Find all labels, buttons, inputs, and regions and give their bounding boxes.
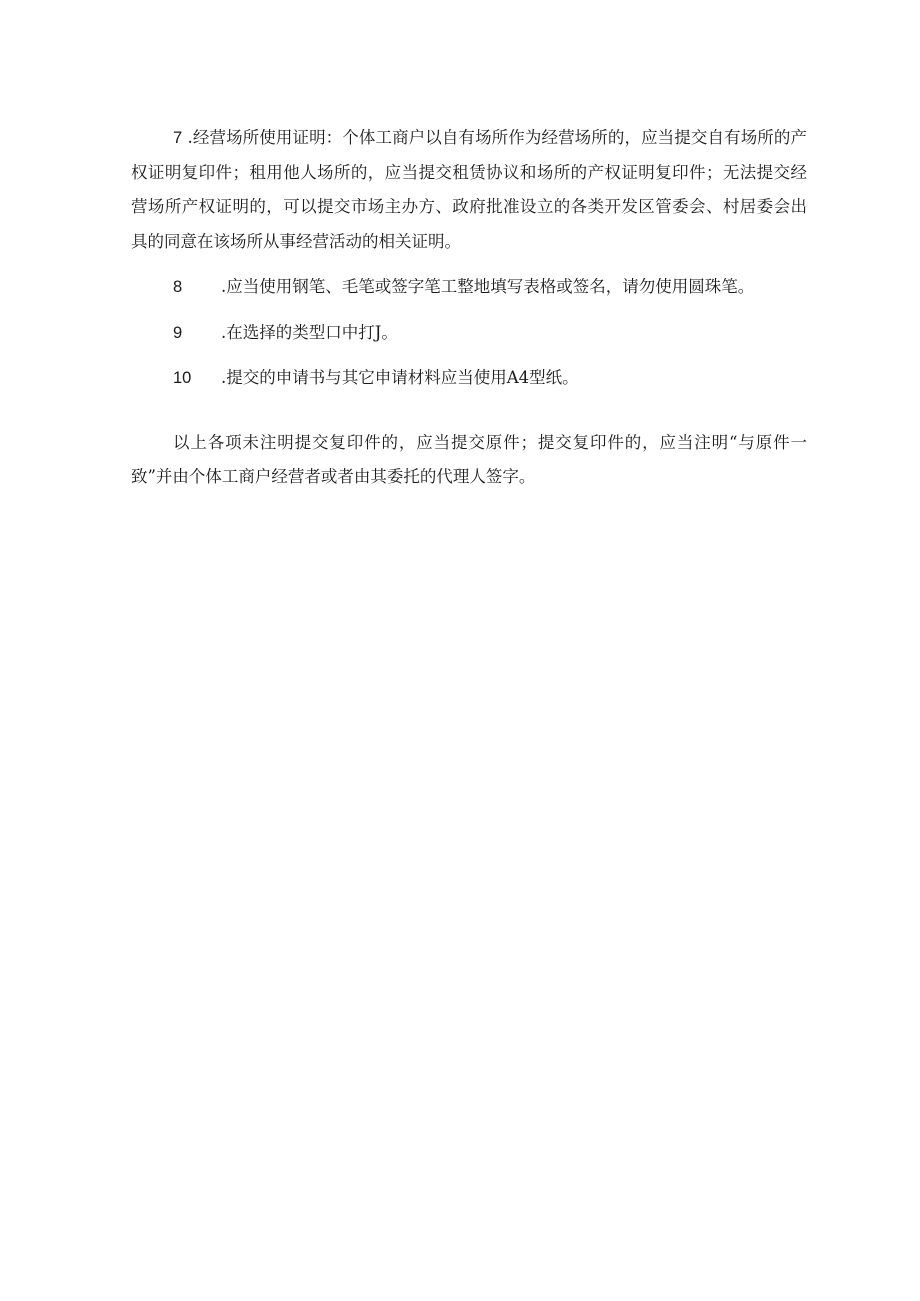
item-7-text: .经营场所使用证明：个体工商户以自有场所作为经营场所的，应当提交自有场所的产权证明复印件；租用他人场所的，应当提交租赁协议和场所的产权证明复印件；无法提交经营场所产权证明的，可以提交市场主办方、政府批准设立的各类开发区管委会、村居委会出具的同意在该场所从事经营活动的相关证明。	[131, 128, 807, 251]
list-item-7	[131, 121, 807, 259]
item-8-text: .应当使用钢笔、毛笔或签字笔工整地填写表格或签名，请勿使用圆珠笔。	[221, 277, 755, 296]
item-8-number: 8	[173, 278, 183, 296]
list-item-10	[131, 361, 807, 396]
item-9-text: .在选择的类型口中打J。	[221, 322, 398, 342]
paragraph-spacer	[131, 396, 807, 426]
list-item-8	[131, 270, 807, 305]
closing-note: 以上各项未注明提交复印件的，应当提交原件；提交复印件的，应当注明“与原件一致”并由个体工商户经营者或者由其委托的代理人签字。	[131, 432, 807, 486]
item-9-number: 9	[173, 323, 183, 342]
item-7-number: 7	[173, 129, 183, 147]
list-item-9	[131, 316, 807, 351]
item-10-text: .提交的申请书与其它申请材料应当使用A4型纸。	[221, 368, 579, 387]
document-body	[131, 121, 807, 495]
item-10-number: 10	[173, 369, 192, 387]
